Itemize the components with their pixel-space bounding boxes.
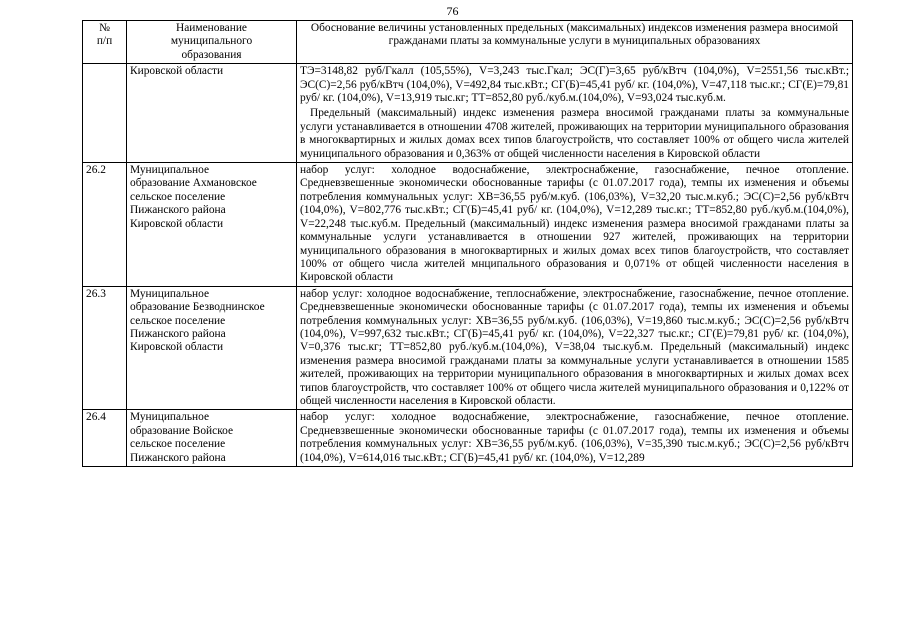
municipality-name-line: Кировской области <box>130 341 224 354</box>
municipality-name <box>127 410 297 467</box>
municipality-name-line: Кировской области <box>130 217 224 230</box>
municipality-name-line: сельское поселение <box>130 314 226 327</box>
table-row <box>83 286 853 410</box>
basis-text <box>297 410 853 467</box>
municipality-name <box>127 64 297 163</box>
page-number: 76 <box>446 4 459 18</box>
basis-paragraph: Предельный (максимальный) индекс изменения размера вносимой гражданами платы за коммунальные услуги устанавливается в отношении 4708 жителей, проживающих на территории муниципального образования в многоквартирных и жилых домах всех типов благоустройств, что составляет 100% от общего числа жителей муниципального образования и 0,363% от общей численности населения в Кировской области <box>300 107 849 160</box>
municipality-name-line: образование Ахмановское <box>130 177 257 190</box>
table-header <box>83 21 853 64</box>
header-num <box>83 21 127 64</box>
municipality-name-line: Кировской области <box>130 65 224 78</box>
basis-paragraph: набор услуг: холодное водоснабжение, теплоснабжение, электроснабжение, газоснабжение, печное отопление. Средневзвешенные экономически обоснованные тарифы (с 01.07.2017 года), темпы их изменения и объемы потребления коммунальных услуг: ХВ=36,55 руб/м.куб. (106,03%), V=19,860 тыс.м.куб.; ЭС(С)=2,56 руб/кВтч (104,0%), V=997,632 тыс.кВт.; СГ(Б)=45,41 руб/ кг. (104,0%), V=22,327 тыс.кг.; СГ(Е)=79,81 руб/ кг. (104,0%), V=0,376 тыс.кг; ТТ=852,80 руб./куб.м.(104,0%), V=38,04 тыс.куб.м. Предельный (максимальный) индекс изменения размера вносимой гражданами платы за коммунальные услуги устанавливается в отношении 1585 жителей, проживающих на территории муниципального образования в многоквартирных и жилых домах всех типов благоустройств, что составляет 100% от общего числа жителей муниципального образования и 0,122% от общей численности населения в Кировской области. <box>300 287 849 407</box>
row-number: 26.4 <box>83 410 127 467</box>
basis-text <box>297 64 853 163</box>
municipality-name-line: Пижанского района <box>130 451 226 464</box>
municipality-name-line: Муниципальное <box>130 411 210 424</box>
municipality-name <box>127 286 297 410</box>
row-number: 26.2 <box>83 163 127 287</box>
municipality-name-line: Пижанского района <box>130 204 226 217</box>
municipality-name-line: образование Войское <box>130 424 234 437</box>
row-number: 26.3 <box>83 286 127 410</box>
basis-paragraph: ТЭ=3148,82 руб/Гкалл (105,55%), V=3,243 тыс.Гкал; ЭС(Г)=3,65 руб/кВтч (104,0%), V=2551,56 тыс.кВт.; ЭС(С)=2,56 руб/кВтч (104,0%), V=492,84 тыс.кВт.; СГ(Б)=45,41 руб/ кг. (104,0%), V=47,118 тыс.кг.; СГ(Е)=79,81 руб/ кг. (104,0%), V=13,919 тыс.кг; ТТ=852,80 руб./куб.м.(104,0%), V=93,024 тыс.куб.м. <box>300 65 849 105</box>
basis-paragraph: набор услуг: холодное водоснабжение, электроснабжение, газоснабжение, печное отопление. Средневзвешенные экономически обоснованные тарифы (с 01.07.2017 года), темпы их изменения и объемы потребления коммунальных услуг: ХВ=36,55 руб/м.куб. (106,03%), V=32,20 тыс.м.куб.; ЭС(С)=2,56 руб/кВтч (104,0%), V=802,776 тыс.кВт.; СГ(Б)=45,41 руб/ кг. (104,0%), V=12,289 тыс.кг.; ТТ=852,80 руб./куб.м.(104,0%), V=22,248 тыс.куб.м. Предельный (максимальный) индекс изменения размера вносимой гражданами платы за коммунальные услуги устанавливается в отношении 927 жителей, проживающих на территории муниципального образования в многоквартирных и жилых домах всех типов благоустройств, что составляет 100% от общего числа жителей мнципального образования и 0,071% от общей численности населения в Кировской области <box>300 164 849 284</box>
table-row <box>83 163 853 287</box>
municipality-name <box>127 163 297 287</box>
municipality-name-line: Муниципальное <box>130 164 210 177</box>
header-name-text: Наименование муниципального образования <box>170 22 253 61</box>
municipality-name-line: Пижанского района <box>130 327 226 340</box>
indices-table <box>82 20 853 467</box>
table-body <box>83 64 853 467</box>
header-num-text: № п/п <box>96 22 113 48</box>
table-row <box>83 64 853 163</box>
header-basis-text: Обоснование величины установленных предельных (максимальных) индексов изменения размера вносимой гражданами платы за коммунальные услуги в муниципальных образованиях <box>310 22 839 48</box>
municipality-name-line: сельское поселение <box>130 438 226 451</box>
header-basis <box>297 21 853 64</box>
row-number <box>83 64 127 163</box>
basis-text <box>297 286 853 410</box>
municipality-name-line: образование Безводнинское <box>130 301 265 314</box>
municipality-name-line: сельское поселение <box>130 190 226 203</box>
basis-text <box>297 163 853 287</box>
basis-paragraph: набор услуг: холодное водоснабжение, электроснабжение, газоснабжение, печное отопление. Средневзвешенные экономически обоснованные тарифы (с 01.07.2017 года), темпы их изменения и объемы потребления коммунальных услуг: ХВ=36,55 руб/м.куб. (106,03%), V=35,390 тыс.м.куб.; ЭС(С)=2,56 руб/кВтч (104,0%), V=614,016 тыс.кВт.; СГ(Б)=45,41 руб/ кг. (104,0%), V=12,289 <box>300 411 849 464</box>
header-name <box>127 21 297 64</box>
table-row <box>83 410 853 467</box>
municipality-name-line: Муниципальное <box>130 287 210 300</box>
